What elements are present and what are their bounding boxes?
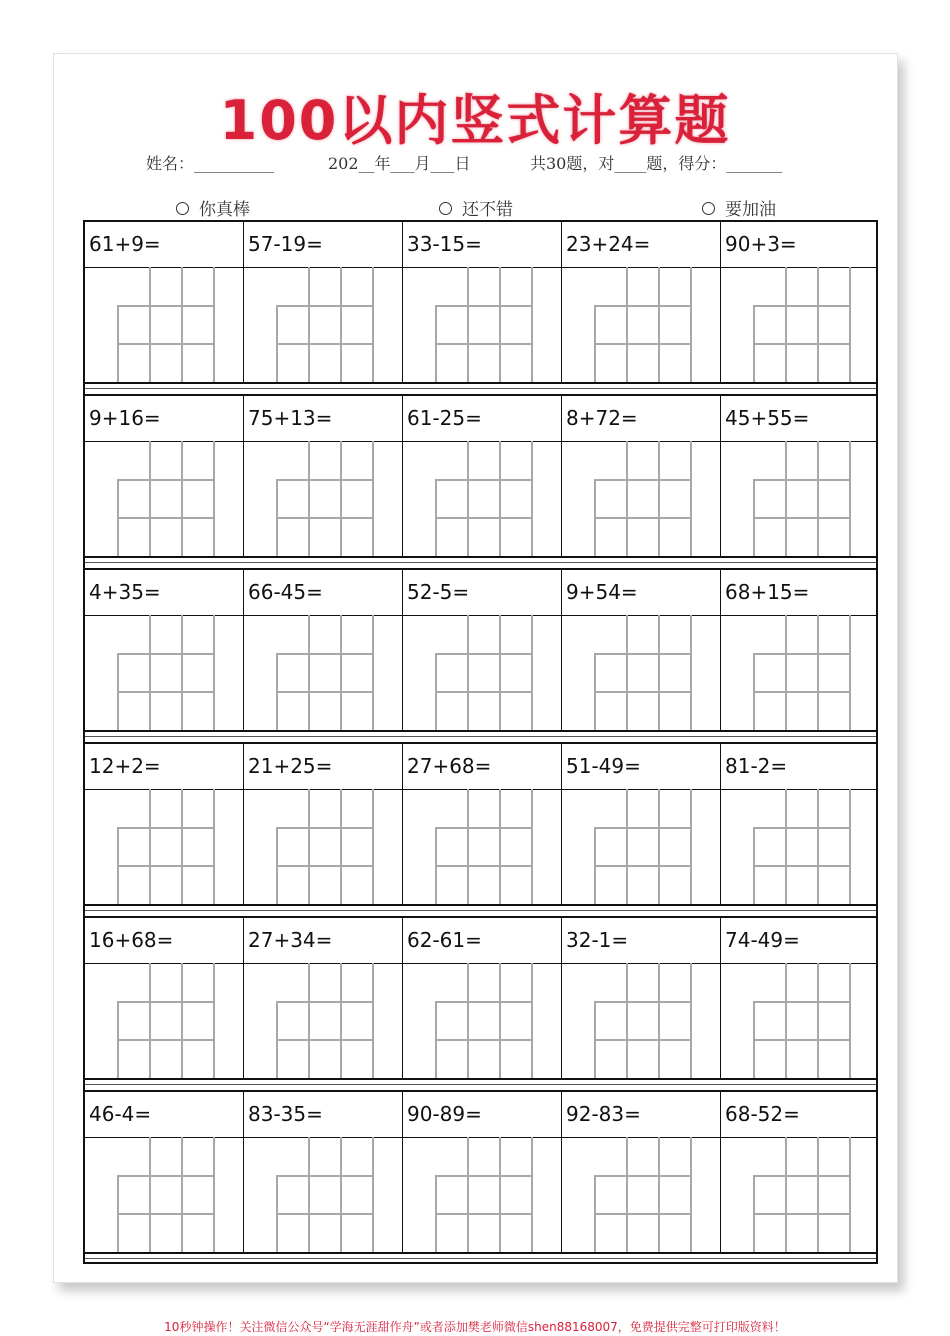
box-line [308, 1137, 310, 1252]
worksheet-title: 100以内竖式计算题 [219, 89, 731, 152]
problem-text: 61-25= [407, 406, 482, 430]
box-line [594, 305, 692, 307]
box-line [213, 1137, 215, 1252]
box-line [658, 441, 660, 556]
box-line [594, 343, 692, 345]
vertical-calc-box[interactable] [435, 1137, 531, 1252]
box-line [276, 691, 374, 693]
box-line [753, 1213, 851, 1215]
box-line [117, 1039, 215, 1041]
problem-cell [562, 1090, 721, 1252]
problem-text: 57-19= [248, 232, 323, 256]
box-line [467, 789, 469, 904]
box-line [658, 615, 660, 730]
box-line [499, 963, 501, 1078]
box-line [785, 963, 787, 1078]
vertical-calc-box[interactable] [117, 615, 213, 730]
problem-text: 62-61= [407, 928, 482, 952]
grid-line [85, 556, 876, 558]
box-line [658, 963, 660, 1078]
box-line [658, 267, 660, 382]
problem-text: 75+13= [248, 406, 333, 430]
problem-text: 16+68= [89, 928, 174, 952]
vertical-calc-box[interactable] [753, 267, 849, 382]
box-line [340, 267, 342, 382]
box-line [435, 517, 533, 519]
problem-cell [85, 568, 244, 730]
problem-cell [244, 394, 403, 556]
grid-line [85, 736, 876, 737]
grid-line [85, 388, 876, 389]
box-line [817, 267, 819, 382]
box-line [594, 865, 692, 867]
box-line [467, 615, 469, 730]
box-line [467, 1137, 469, 1252]
grid-line [85, 1078, 876, 1080]
box-line [626, 963, 628, 1078]
grid-line [85, 910, 876, 911]
box-line [499, 1137, 501, 1252]
box-line [817, 963, 819, 1078]
box-line [276, 865, 374, 867]
box-line [531, 441, 533, 556]
problem-cell [244, 220, 403, 382]
box-line [594, 479, 692, 481]
problem-text: 68+15= [725, 580, 810, 604]
box-line [785, 1137, 787, 1252]
box-line [849, 441, 851, 556]
box-line [117, 343, 215, 345]
box-line [340, 963, 342, 1078]
box-line [117, 1213, 215, 1215]
problem-cell [562, 220, 721, 382]
problem-cell [244, 742, 403, 904]
box-line [276, 305, 374, 307]
box-line [785, 267, 787, 382]
problem-cell [403, 568, 562, 730]
box-line [308, 267, 310, 382]
vertical-calc-box[interactable] [276, 615, 372, 730]
circle-icon [702, 202, 715, 215]
problem-text: 90+3= [725, 232, 797, 256]
problem-text: 45+55= [725, 406, 810, 430]
vertical-calc-box[interactable] [435, 615, 531, 730]
problem-text: 33-15= [407, 232, 482, 256]
box-line [276, 343, 374, 345]
box-line [435, 479, 533, 481]
problem-cell [403, 394, 562, 556]
problem-text: 9+16= [89, 406, 161, 430]
problem-cell [403, 1090, 562, 1252]
box-line [753, 653, 851, 655]
rating-option-good[interactable] [439, 195, 513, 220]
box-line [499, 789, 501, 904]
grid-line [85, 1258, 876, 1259]
problem-cell [562, 742, 721, 904]
box-line [435, 343, 533, 345]
rating-option-keep-trying[interactable] [702, 195, 776, 220]
box-line [626, 615, 628, 730]
problem-cell [721, 394, 880, 556]
problem-cell [85, 220, 244, 382]
box-line [149, 267, 151, 382]
box-line [181, 267, 183, 382]
problem-cell [562, 394, 721, 556]
problem-cell [403, 742, 562, 904]
box-line [531, 963, 533, 1078]
box-line [181, 441, 183, 556]
problem-text: 23+24= [566, 232, 651, 256]
box-line [753, 305, 851, 307]
problem-text: 68-52= [725, 1102, 800, 1126]
box-line [690, 789, 692, 904]
box-line [435, 653, 533, 655]
vertical-calc-box[interactable] [753, 441, 849, 556]
vertical-calc-box[interactable] [594, 615, 690, 730]
problem-text: 90-89= [407, 1102, 482, 1126]
box-line [213, 267, 215, 382]
score-field: 共30题，对____题，得分：_______ [530, 154, 783, 173]
box-line [849, 1137, 851, 1252]
problem-cell [403, 916, 562, 1078]
box-line [594, 827, 692, 829]
problem-row [85, 916, 876, 1090]
vertical-calc-box[interactable] [276, 441, 372, 556]
box-line [181, 615, 183, 730]
rating-option-great[interactable] [176, 195, 250, 220]
footer-note: 10秒钟操作！关注微信公众号“学海无涯甜作舟”或者添加樊老师微信shen88168007，免费提供完整可打印版资料！ [164, 1320, 786, 1334]
box-line [276, 1213, 374, 1215]
vertical-calc-box[interactable] [753, 963, 849, 1078]
box-line [753, 691, 851, 693]
box-line [435, 1001, 533, 1003]
vertical-calc-box[interactable] [594, 789, 690, 904]
vertical-calc-box[interactable] [753, 1137, 849, 1252]
vertical-calc-box[interactable] [276, 963, 372, 1078]
box-line [753, 479, 851, 481]
box-line [276, 1001, 374, 1003]
box-line [849, 267, 851, 382]
box-line [785, 441, 787, 556]
box-line [372, 441, 374, 556]
box-line [753, 343, 851, 345]
box-line [276, 517, 374, 519]
box-line [117, 653, 215, 655]
problem-cell [403, 220, 562, 382]
problem-text: 61+9= [89, 232, 161, 256]
box-line [276, 1039, 374, 1041]
box-line [149, 789, 151, 904]
box-line [181, 789, 183, 904]
box-line [626, 789, 628, 904]
box-line [753, 865, 851, 867]
box-line [626, 267, 628, 382]
box-line [117, 517, 215, 519]
problem-row [85, 220, 876, 394]
box-line [435, 691, 533, 693]
box-line [594, 1213, 692, 1215]
problem-cell [562, 916, 721, 1078]
box-line [117, 305, 215, 307]
box-line [531, 615, 533, 730]
box-line [690, 963, 692, 1078]
box-line [785, 789, 787, 904]
box-line [213, 615, 215, 730]
problem-row [85, 568, 876, 742]
box-line [817, 789, 819, 904]
box-line [213, 963, 215, 1078]
problem-row [85, 1090, 876, 1264]
box-line [308, 789, 310, 904]
box-line [372, 615, 374, 730]
box-line [117, 1175, 215, 1177]
box-line [594, 1175, 692, 1177]
box-line [435, 827, 533, 829]
box-line [308, 615, 310, 730]
box-line [308, 963, 310, 1078]
box-line [594, 1039, 692, 1041]
vertical-calc-box[interactable] [753, 615, 849, 730]
box-line [149, 615, 151, 730]
box-line [690, 441, 692, 556]
box-line [817, 441, 819, 556]
box-line [340, 441, 342, 556]
problem-cell [85, 1090, 244, 1252]
problem-cell [721, 742, 880, 904]
box-line [213, 441, 215, 556]
problem-cell [562, 568, 721, 730]
problem-text: 66-45= [248, 580, 323, 604]
box-line [785, 615, 787, 730]
vertical-calc-box[interactable] [594, 267, 690, 382]
box-line [753, 827, 851, 829]
box-line [849, 789, 851, 904]
vertical-calc-box[interactable] [435, 963, 531, 1078]
vertical-calc-box[interactable] [276, 789, 372, 904]
rating-label: 还不错 [462, 200, 513, 220]
problem-row [85, 394, 876, 568]
box-line [594, 517, 692, 519]
box-line [435, 1175, 533, 1177]
vertical-calc-box[interactable] [435, 789, 531, 904]
problem-text: 81-2= [725, 754, 788, 778]
box-line [213, 789, 215, 904]
box-line [658, 1137, 660, 1252]
problem-text: 27+34= [248, 928, 333, 952]
box-line [276, 479, 374, 481]
box-line [594, 691, 692, 693]
box-line [276, 1175, 374, 1177]
box-line [435, 305, 533, 307]
box-line [531, 1137, 533, 1252]
box-line [817, 615, 819, 730]
problem-text: 12+2= [89, 754, 161, 778]
problem-text: 51-49= [566, 754, 641, 778]
box-line [690, 615, 692, 730]
circle-icon [439, 202, 452, 215]
vertical-calc-box[interactable] [117, 789, 213, 904]
box-line [753, 1001, 851, 1003]
vertical-calc-box[interactable] [435, 267, 531, 382]
box-line [849, 615, 851, 730]
box-line [117, 1001, 215, 1003]
problem-text: 27+68= [407, 754, 492, 778]
problem-text: 32-1= [566, 928, 629, 952]
box-line [594, 653, 692, 655]
box-line [531, 789, 533, 904]
problem-cell [244, 916, 403, 1078]
box-line [149, 1137, 151, 1252]
box-line [531, 267, 533, 382]
problem-text: 4+35= [89, 580, 161, 604]
box-line [499, 441, 501, 556]
problem-cell [85, 742, 244, 904]
box-line [467, 963, 469, 1078]
box-line [658, 789, 660, 904]
problem-text: 46-4= [89, 1102, 152, 1126]
vertical-calc-box[interactable] [594, 1137, 690, 1252]
box-line [372, 963, 374, 1078]
box-line [149, 963, 151, 1078]
box-line [753, 1175, 851, 1177]
box-line [435, 865, 533, 867]
problem-grid [83, 220, 878, 1264]
problem-row [85, 742, 876, 916]
vertical-calc-box[interactable] [117, 267, 213, 382]
box-line [594, 1001, 692, 1003]
vertical-calc-box[interactable] [435, 441, 531, 556]
rating-label: 要加油 [725, 200, 776, 220]
problem-text: 74-49= [725, 928, 800, 952]
box-line [753, 1039, 851, 1041]
problem-text: 83-35= [248, 1102, 323, 1126]
box-line [117, 827, 215, 829]
grid-line [85, 1252, 876, 1254]
problem-cell [244, 568, 403, 730]
box-line [340, 615, 342, 730]
box-line [372, 267, 374, 382]
grid-line [85, 562, 876, 563]
box-line [626, 441, 628, 556]
problem-cell [721, 1090, 880, 1252]
grid-line [85, 382, 876, 384]
box-line [372, 789, 374, 904]
box-line [117, 865, 215, 867]
date-field: 202__年___月___日 [328, 154, 471, 173]
vertical-calc-box[interactable] [117, 1137, 213, 1252]
vertical-calc-box[interactable] [594, 963, 690, 1078]
box-line [276, 653, 374, 655]
grid-line [85, 904, 876, 906]
problem-text: 9+54= [566, 580, 638, 604]
box-line [753, 517, 851, 519]
vertical-calc-box[interactable] [276, 1137, 372, 1252]
box-line [372, 1137, 374, 1252]
box-line [149, 441, 151, 556]
box-line [340, 1137, 342, 1252]
box-line [467, 267, 469, 382]
box-line [117, 691, 215, 693]
problem-text: 92-83= [566, 1102, 641, 1126]
grid-line [85, 1084, 876, 1085]
box-line [117, 479, 215, 481]
box-line [181, 1137, 183, 1252]
box-line [690, 267, 692, 382]
problem-text: 21+25= [248, 754, 333, 778]
grid-line [85, 730, 876, 732]
box-line [499, 267, 501, 382]
box-line [181, 963, 183, 1078]
box-line [499, 615, 501, 730]
vertical-calc-box[interactable] [753, 789, 849, 904]
problem-cell [85, 916, 244, 1078]
rating-label: 你真棒 [199, 200, 250, 220]
box-line [308, 441, 310, 556]
circle-icon [176, 202, 189, 215]
vertical-calc-box[interactable] [117, 441, 213, 556]
box-line [276, 827, 374, 829]
box-line [435, 1039, 533, 1041]
problem-cell [85, 394, 244, 556]
box-line [467, 441, 469, 556]
problem-cell [721, 568, 880, 730]
name-field: 姓名：__________ [146, 154, 275, 173]
vertical-calc-box[interactable] [594, 441, 690, 556]
vertical-calc-box[interactable] [276, 267, 372, 382]
box-line [817, 1137, 819, 1252]
box-line [690, 1137, 692, 1252]
problem-text: 8+72= [566, 406, 638, 430]
problem-text: 52-5= [407, 580, 470, 604]
box-line [340, 789, 342, 904]
box-line [626, 1137, 628, 1252]
problem-cell [721, 916, 880, 1078]
problem-cell [244, 1090, 403, 1252]
vertical-calc-box[interactable] [117, 963, 213, 1078]
box-line [435, 1213, 533, 1215]
problem-cell [721, 220, 880, 382]
box-line [849, 963, 851, 1078]
